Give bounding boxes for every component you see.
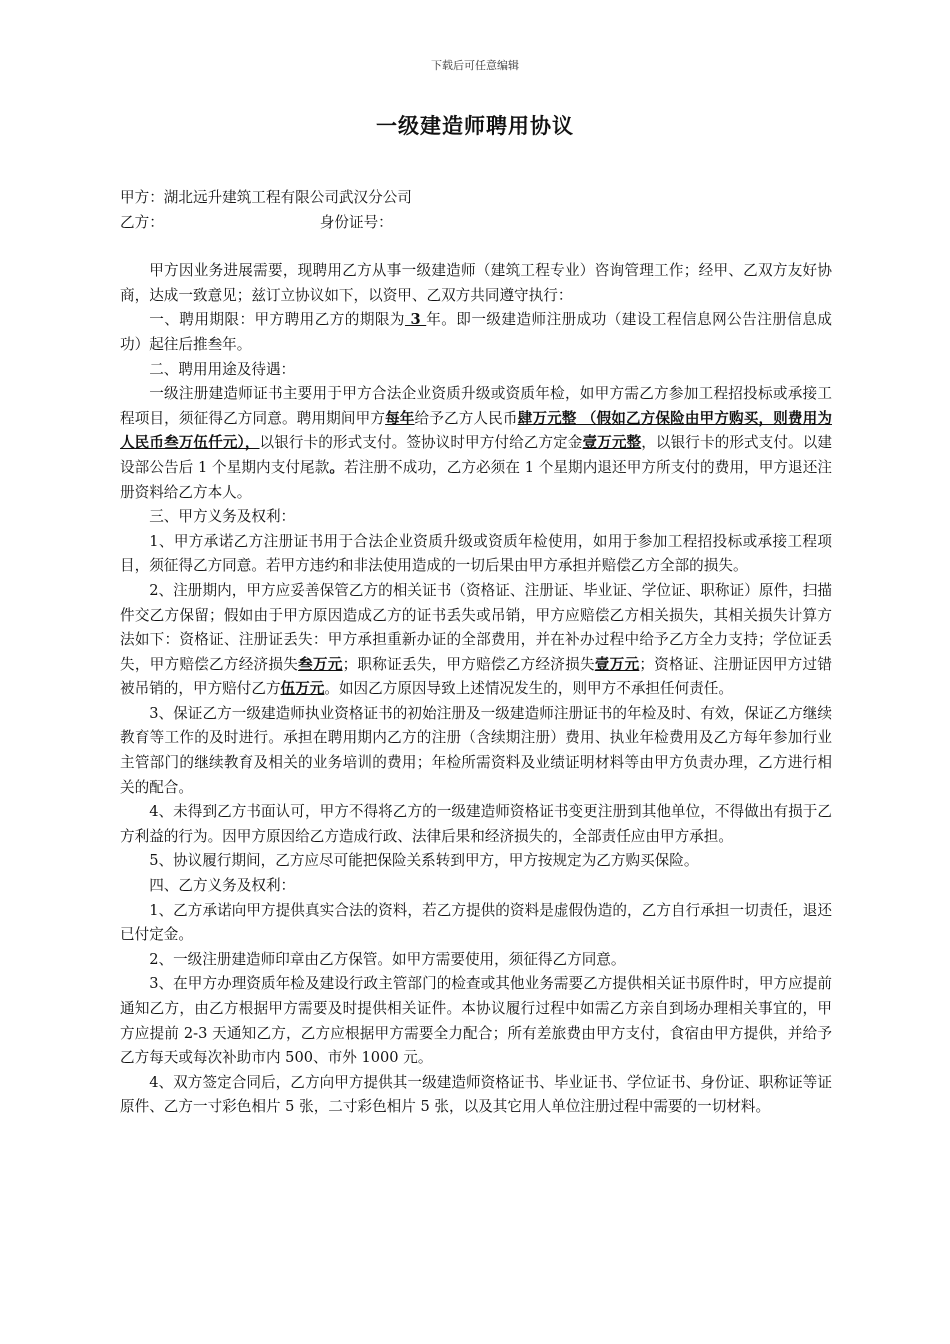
section-3-item-1: 1、甲方承诺乙方注册证书用于合法企业资质升级或资质年检使用，如用于参加工程招投标或承接工程项目，须征得乙方同意。若甲方违约和非法使用造成的一切后果由甲方承担并赔偿乙方全部的损失。 (120, 532, 832, 575)
section-4-item-2: 2、一级注册建造师印章由乙方保管。如甲方需要使用，须征得乙方同意。 (149, 950, 626, 968)
section-3-item-4: 4、未得到乙方书面认可，甲方不得将乙方的一级建造师资格证书变更注册到其他单位，不得做出有损于乙方利益的行为。因甲方原因给乙方造成行政、法律后果和经济损失的，全部责任应由甲方承担。 (120, 803, 832, 845)
section-3-item-2-text-c: ；资格证、注册证因甲方过错被吊销的，甲方赔付乙方 (120, 655, 832, 698)
payment-period: 每年 (385, 409, 415, 427)
section-4-heading: 四、乙方义务及权利： (149, 877, 296, 895)
section-2-heading: 二、聘用用途及待遇： (149, 360, 296, 378)
intro-paragraph: 甲方因业务进展需要，现聘用乙方从事一级建造师（建筑工程专业）咨询管理工作；经甲、乙双方友好协商，达成一致意见；兹订立协议如下，以资甲、乙双方共同遵守执行： (120, 262, 832, 304)
section-3-item-2-text-a: 2、注册期内，甲方应妥善保管乙方的相关证书（资格证、注册证、毕业证、学位证、职称证）原件，扫描件交乙方保留；假如由于甲方原因造成乙方的证书丢失或吊销，甲方应赔偿乙方相关损失，其相关损失计算方法如下：资格证、注册证丢失：甲方承担重新办证的全部费用，并在补办过程中给予乙方全力支持；学位证丢失，甲方赔偿乙方经济损失 (120, 581, 832, 673)
section-3-item-3: 3、保证乙方一级建造师执业资格证书的初始注册及一级建造师注册证书的年检及时、有效，保证乙方继续教育等工作的及时进行。承担在聘用期内乙方的注册（含续期注册）费用、执业年检费用及乙方每年参加行业主管部门的继续教育及相关的业务培训的费用；年检所需资料及业绩证明材料等由甲方负责办理，乙方进行相关的配合。 (120, 704, 832, 796)
section-1-text-a: 一、聘用期限：甲方聘用乙方的期限为 (149, 311, 405, 329)
section-2-text-c: 以银行卡的形式支付。签协议时甲方付给乙方定金 (259, 434, 583, 452)
section-4-item-1: 1、乙方承诺向甲方提供真实合法的资料，若乙方提供的资料是虚假伪造的，乙方自行承担一切责任，退还已付定金。 (120, 901, 832, 944)
section-2-text-d: ，以银行卡的形式支付。以建设部公告后 1 个星期内支付尾款 (120, 434, 832, 476)
section-1-term (120, 308, 832, 357)
deposit-amount: 壹万元整 (582, 434, 642, 452)
section-2-paragraph (120, 382, 832, 505)
section-3-item-2 (120, 579, 832, 702)
section-3-item-2-text-d: 。如因乙方原因导致上述情况发生的，则甲方不承担任何责任。 (324, 680, 733, 698)
payment-amount: 肆万元整 （假如乙方保险由甲方购买，则费用为人民币叁万伍仟元）， (120, 409, 832, 452)
section-2-period-mark: 。 (329, 458, 345, 476)
party-b-line (120, 211, 832, 236)
party-b-label: 乙方： (120, 213, 164, 231)
term-years: 3 (404, 311, 427, 329)
section-4-item-3: 3、在甲方办理资质年检及建设行政主管部门的检查或其他业务需要乙方提供相关证书原件时，甲方应提前通知乙方，由乙方根据甲方需要及时提供相关证件。本协议履行过程中如需乙方亲自到场办理相关事宜的，甲方应提前 2-3 天通知乙方，乙方应根据甲方需要全力配合；所有差旅费由甲方支付，食宿由甲方提供，并给予乙方每天或每次补助市内 500、市外 1000 元。 (120, 975, 832, 1067)
section-2-text-a: 一级注册建造师证书主要用于甲方合法企业资质升级或资质年检，如甲方需乙方参加工程招投标或承接工程项目，须征得乙方同意。聘用期间甲方 (120, 385, 832, 427)
document-body (120, 186, 832, 1120)
party-a-line: 甲方：湖北远升建筑工程有限公司武汉分公司 (120, 189, 412, 206)
id-number-label: 身份证号： (319, 213, 393, 231)
compensation-revoked: 伍万元 (280, 680, 325, 698)
section-2-text-b: 给予乙方人民币 (414, 409, 518, 427)
section-3-item-5: 5、协议履行期间，乙方应尽可能把保险关系转到甲方，甲方按规定为乙方购买保险。 (149, 852, 699, 870)
compensation-title: 壹万元 (594, 655, 640, 673)
section-4-item-4: 4、双方签定合同后，乙方向甲方提供其一级建造师资格证书、毕业证书、学位证书、身份证、职称证等证原件、乙方一寸彩色相片 5 张，二寸彩色相片 5 张，以及其它用人单位注册过程中需要的一切材料。 (120, 1073, 832, 1116)
header-note: 下载后可任意编辑 (431, 59, 519, 72)
document-title: 一级建造师聘用协议 (376, 114, 574, 138)
spacer (120, 235, 832, 259)
section-3-heading: 三、甲方义务及权利： (149, 508, 296, 526)
section-1-text-b: 年。即一级建造师注册成功（建设工程信息网公告注册信息成功）起往后推叁年。 (120, 311, 832, 353)
section-2-text-e: 若注册不成功，乙方必须在 1 个星期内退还甲方所支付的费用，甲方退还注册资料给乙方本人。 (120, 458, 832, 501)
compensation-degree: 叁万元 (298, 655, 343, 673)
section-3-item-2-text-b: ；职称证丢失，甲方赔偿乙方经济损失 (342, 655, 595, 673)
